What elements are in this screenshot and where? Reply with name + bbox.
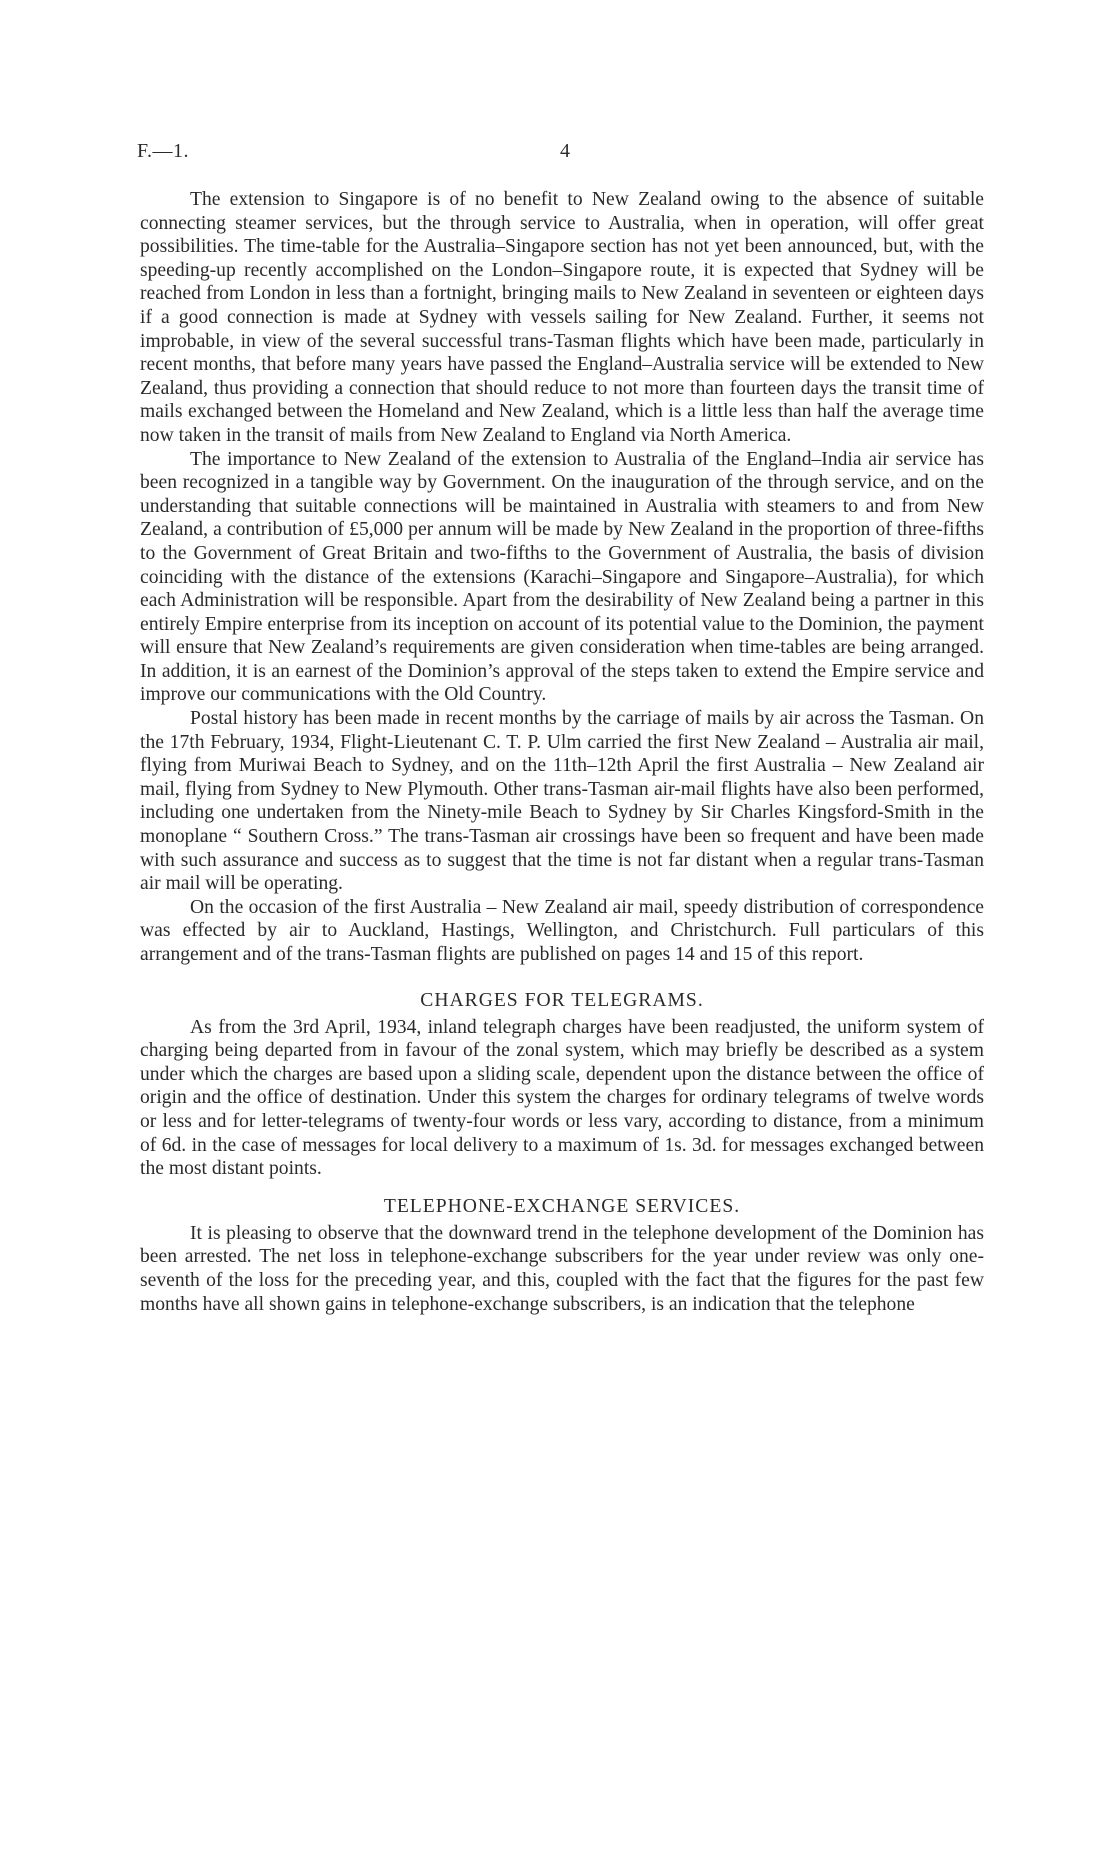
paragraph-telephone-exchange: It is pleasing to observe that the downward trend in the telephone development of the Dominion has been arrested. The net loss in telephone-exchange subscribers for the year under review was only one-seventh of the loss for the preceding year, and this, coupled with the fact that the figures for the past few months have all shown gains in telephone-exchange subscribers, is an indication that the telephone <box>140 1222 984 1315</box>
paragraph-telegram-charges: As from the 3rd April, 1934, inland telegraph charges have been readjusted, the uniform system of charging being departed from in favour of the zonal system, which may briefly be described as a system under which the charges are based upon a sliding scale, dependent upon the distance between the office of origin and the office of destination. Under this system the charges for ordinary telegrams of twelve words or less and for letter-telegrams of twenty-four words or less vary, according to distance, from a minimum of 6d. in the case of messages for local delivery to a maximum of 1s. 3d. for messages exchanged between the most distant points. <box>140 1016 984 1180</box>
section-heading-telephone: TELEPHONE-EXCHANGE SERVICES. <box>383 1195 741 1217</box>
document-reference: F.—1. <box>137 140 190 162</box>
paragraph-singapore-extension: The extension to Singapore is of no benefit to New Zealand owing to the absence of suitable connecting steamer services, but the through service to Australia, when in operation, will offer great possibilities. The time-table for the Australia–Singapore section has not yet been announced, but, with the speeding-up recently accomplished on the London–Singapore route, it is expected that Sydney will be reached from London in less than a fortnight, bringing mails to New Zealand in seventeen or eighteen days if a good connection is made at Sydney with vessels sailing for New Zealand. Further, it seems not improbable, in view of the several successful trans-Tasman flights which have been made, particularly in recent months, that before many years have passed the England–Australia service will be extended to New Zealand, thus providing a connection that should reduce to not more than fourteen days the transit time of mails exchanged between the Homeland and New Zealand, which is a little less than half the average time now taken in the transit of mails from New Zealand to England via North America. <box>140 189 984 446</box>
body-text <box>140 188 984 1316</box>
paragraph-trans-tasman-history: Postal history has been made in recent months by the carriage of mails by air across the Tasman. On the 17th February, 1934, Flight-Lieutenant C. T. P. Ulm carried the first New Zealand – Australia air mail, flying from Muriwai Beach to Sydney, and on the 11th–12th April the first Australia – New Zealand air mail, flying from Sydney to New Plymouth. Other trans-Tasman air-mail flights have also been performed, including one undertaken from the Ninety-mile Beach to Sydney by Sir Charles Kingsford-Smith in the monoplane “ Southern Cross.” The trans-Tasman air crossings have been so frequent and have been made with such assurance and success as to suggest that the time is not far distant when a regular trans-Tasman air mail will be operating. <box>140 708 984 895</box>
paragraph-air-service-contribution: The importance to New Zealand of the extension to Australia of the England–India air service has been recognized in a tangible way by Government. On the inauguration of the through service, and on the understanding that suitable connections will be maintained in Australia with steamers to and from New Zealand, a contribution of £5,000 per annum will be made by New Zealand in the proportion of three-fifths to the Government of Great Britain and two-fifths to the Government of Australia, the basis of division coinciding with the distance of the extensions (Karachi–Singapore and Singapore–Australia), for which each Administration will be responsible. Apart from the desirability of New Zealand being a partner in this entirely Empire enterprise from its inception on account of its potential value to the Dominion, the payment will ensure that New Zealand’s requirements are given consideration when time-tables are being arranged. In addition, it is an earnest of the Dominion’s approval of the steps taken to extend the Empire service and improve our communications with the Old Country. <box>140 448 984 706</box>
paragraph-air-mail-distribution: On the occasion of the first Australia – New Zealand air mail, speedy distribution of correspondence was effected by air to Auckland, Hastings, Wellington, and Christchurch. Full particulars of this arrangement and of the trans-Tasman flights are published on pages 14 and 15 of this report. <box>140 896 984 965</box>
page-number: 4 <box>560 140 570 162</box>
section-heading-telegrams: CHARGES FOR TELEGRAMS. <box>420 989 704 1011</box>
